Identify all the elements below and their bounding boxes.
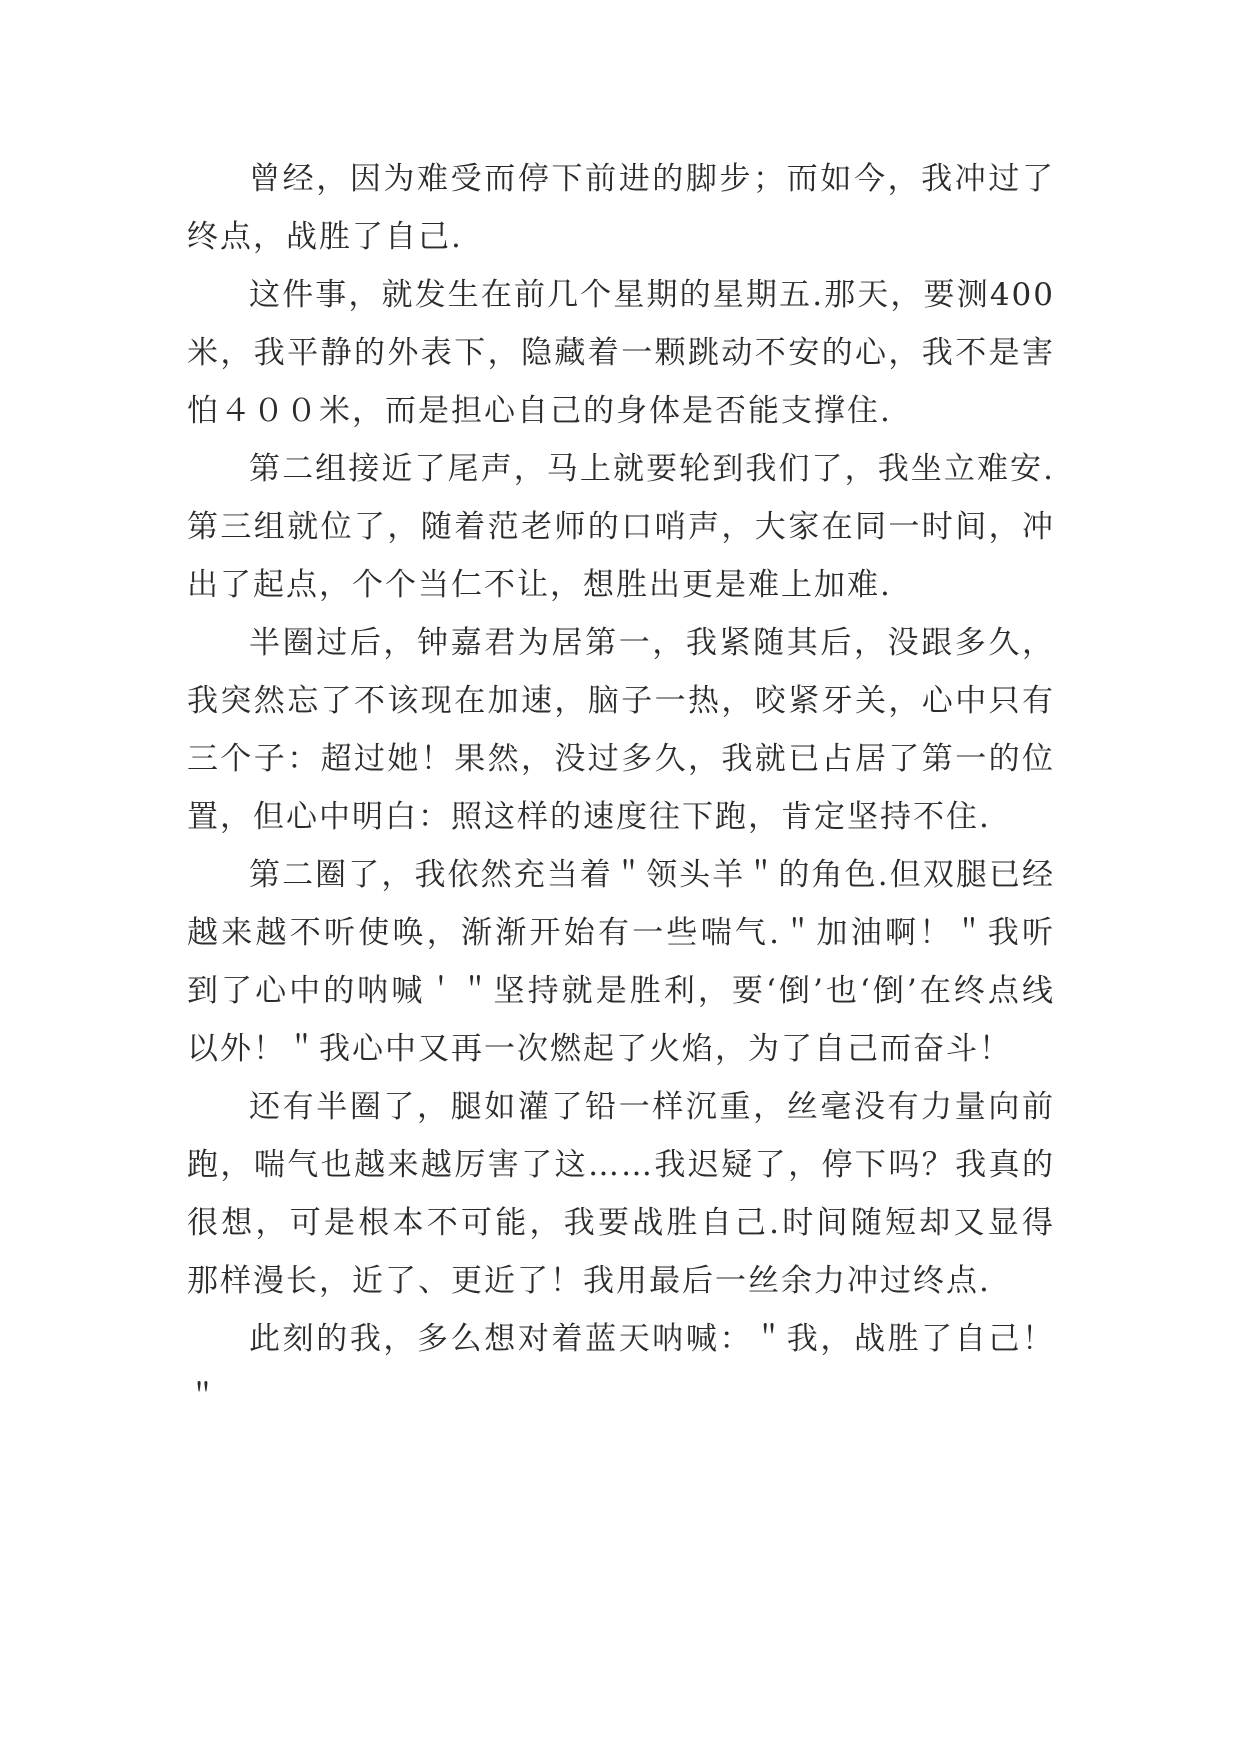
document-body bbox=[187, 150, 1055, 1426]
paragraph-3: 第二组接近了尾声，马上就要轮到我们了，我坐立难安.第三组就位了，随着范老师的口哨声，大家在同一时间，冲出了起点，个个当仁不让，想胜出更是难上加难. bbox=[187, 451, 1055, 603]
paragraph-4: 半圈过后，钟嘉君为居第一，我紧随其后，没跟多久，我突然忘了不该现在加速，脑子一热，咬紧牙关，心中只有三个子：超过她！果然，没过多久，我就已占居了第一的位置，但心中明白：照这样的速度往下跑，肯定坚持不住. bbox=[187, 625, 1055, 835]
paragraph-2: 这件事，就发生在前几个星期的星期五.那天，要测400米，我平静的外表下，隐藏着一颗跳动不安的心，我不是害怕４００米，而是担心自己的身体是否能支撑住. bbox=[187, 277, 1055, 429]
paragraph-1: 曾经，因为难受而停下前进的脚步；而如今，我冲过了终点，战胜了自己. bbox=[187, 161, 1055, 255]
paragraph-5: 第二圈了，我依然充当着＂领头羊＂的角色.但双腿已经越来越不听使唤，渐渐开始有一些喘气.＂加油啊！＂我听到了心中的呐喊＇＂坚持就是胜利，要‘倒’也‘倒’在终点线以外！＂我心中又再一次燃起了火焰，为了自己而奋斗！ bbox=[187, 857, 1055, 1067]
paragraph-6: 还有半圈了，腿如灌了铅一样沉重，丝毫没有力量向前跑，喘气也越来越厉害了这……我迟疑了，停下吗？我真的很想，可是根本不可能，我要战胜自己.时间随短却又显得那样漫长，近了、更近了！我用最后一丝余力冲过终点. bbox=[187, 1089, 1055, 1299]
paragraph-7: 此刻的我，多么想对着蓝天呐喊：＂我，战胜了自己！＂ bbox=[187, 1321, 1055, 1415]
